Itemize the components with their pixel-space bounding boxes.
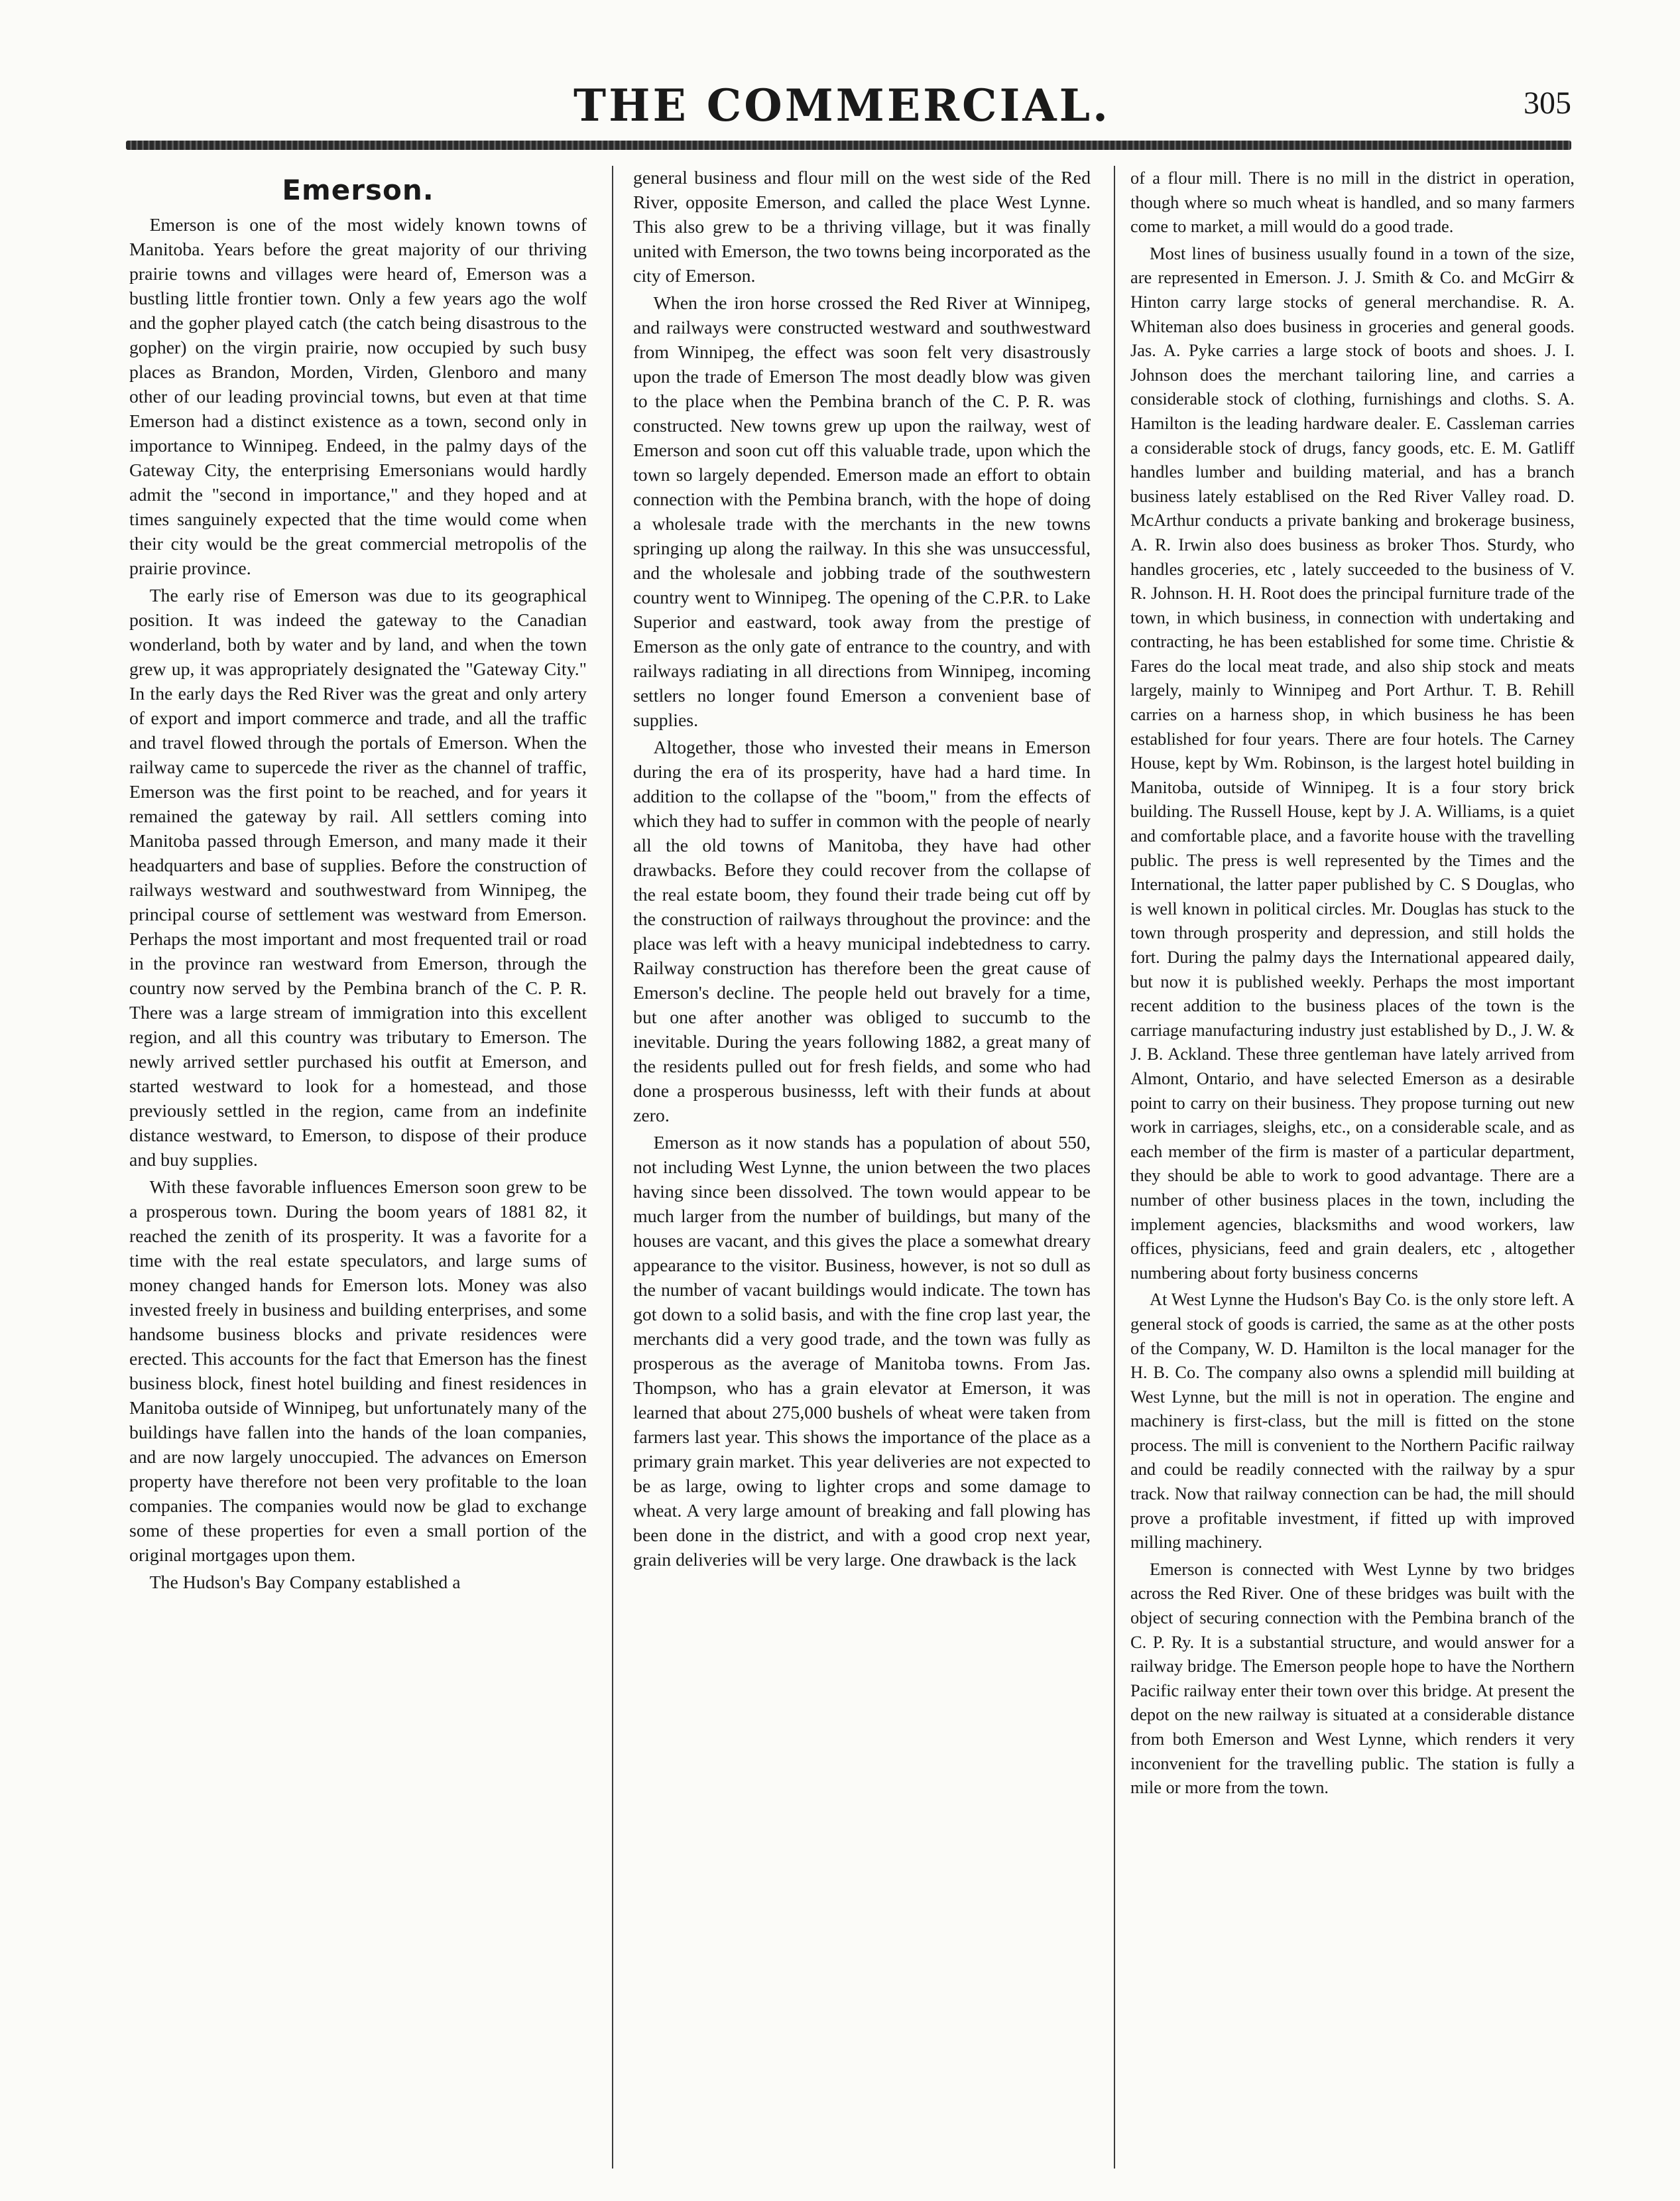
- column-1: [129, 166, 587, 1595]
- paragraph: When the iron horse crossed the Red River at Winnipeg, and railways were constructed westward and southwestward from Winnipeg, the effect was soon felt very disastrously upon the trade of Emerson The most deadly blow was given to the place when the Pembina branch of the C. P. R. was constructed. New towns grew up upon the railway, west of Emerson and soon cut off this valuable trade, upon which the town so largely depended. Emerson made an effort to obtain connection with the Pembina branch, with the hope of doing a wholesale trade with the merchants in the new towns springing up along the railway. In this she was unsuccessful, and the wholesale and jobbing trade of the southwestern country went to Winnipeg. The opening of the C.P.R. to Lake Superior and eastward, took away from the prestige of Emerson as the only gate of entrance to the country, and with railways radiating in all directions from Winnipeg, incoming settlers no longer found Emerson a convenient base of supplies.: [633, 293, 1091, 731]
- column-divider: [1114, 166, 1115, 2169]
- column-2: [633, 166, 1091, 1572]
- paragraph: general business and flour mill on the west side of the Red River, opposite Emerson, and called the place West Lynne. This also grew to be a thriving village, but it was finally united with Emerson, the two towns being incorporated as the city of Emerson.: [633, 168, 1091, 286]
- paragraph: Most lines of business usually found in a town of the size, are represented in Emerson. J. J. Smith & Co. and McGirr & Hinton carry large stocks of general merchandise. R. A. Whiteman also does business in groceries and general goods. Jas. A. Pyke carries a large stock of boots and shoes. J. I. Johnson does the merchant tailoring line, and carries a considerable stock of clothing, furnishings and cloths. S. A. Hamilton is the leading hardware dealer. E. Cassleman carries a considerable stock of drugs, fancy goods, etc. E. M. Gatliff handles lumber and building material, and has a branch business lately establised on the Red River Valley road. D. McArthur conducts a private banking and brokerage business, A. R. Irwin also does business as broker Thos. Sturdy, who handles groceries, etc , lately succeeded to the business of V. R. Johnson. H. H. Root does the principal furniture trade of the town, in which business, in connection with undertaking and contracting, he has been established for some time. Christie & Fares do the local meat trade, and also ship stock and meats largely, mainly to Winnipeg and Port Arthur. T. B. Rehill carries on a harness shop, in which business he has been established for four years. There are four hotels. The Carney House, kept by Wm. Robinson, is the largest hotel building in Manitoba, outside of Winnipeg. It is a four story brick building. The Russell House, kept by J. A. Williams, is a quiet and comfortable place, and a favorite house with the travelling public. The press is well represented by the Times and the International, the latter paper published by C. S Douglas, who is well known in political circles. Mr. Douglas has stuck to the town through prosperity and depression, and still holds the fort. During the palmy days the International appeared daily, but now it is published weekly. Perhaps the most important recent addition to the business places of the town is the carriage manufacturing industry just established by D., J. W. & J. B. Ackland. These three gentleman have lately arrived from Almont, Ontario, and have selected Emerson as a desirable point to carry on their business. They propose turning out new work in carriages, sleighs, etc., on a considerable scale, and as each member of the firm is master of a particular department, they should be able to work to good advantage. There are a number of other business places in the town, including the implement agencies, blacksmiths and wood workers, law offices, physicians, feed and grain dealers, etc , altogether numbering about forty business concerns: [1130, 243, 1575, 1283]
- article-title: Emerson.: [282, 174, 434, 206]
- column-divider: [612, 166, 613, 2169]
- column-3: [1130, 166, 1575, 1800]
- paragraph: With these favorable influences Emerson soon grew to be a prosperous town. During the boom years of 1881 82, it reached the zenith of its prosperity. It was a favorite for a time with the real estate speculators, and large sums of money changed hands for Emerson lots. Money was also invested freely in business and building enterprises, and some handsome business blocks and private residences were erected. This accounts for the fact that Emerson has the finest business block, finest hotel building and finest residences in Manitoba outside of Winnipeg, but unfortunately many of the buildings have fallen into the hands of the loan companies, and are now largely unoccupied. The advances on Emerson property have therefore not been very profitable to the loan companies. The companies would now be glad to exchange some of these properties for even a small portion of the original mortgages upon them.: [129, 1177, 587, 1566]
- page-number: 305: [1524, 86, 1571, 121]
- newspaper-title: THE COMMERCIAL.: [573, 80, 1111, 131]
- paragraph: Emerson is one of the most widely known towns of Manitoba. Years before the great majority of our thriving prairie towns and villages were heard of, Emerson was a bustling little frontier town. Only a few years ago the wolf and the gopher played catch (the catch being disastrous to the gopher) on the virgin prairie, now occupied by such busy places as Brandon, Morden, Virden, Glenboro and many other of our leading provincial towns, but even at that time Emerson had a distinct existence as a town, second only in importance to Winnipeg. Endeed, in the palmy days of the Gateway City, the enterprising Emersonians would hardly admit the "second in importance," and they hoped and at times sanguinely expected that the time would come when their city would be the great commercial metropolis of the prairie province.: [129, 215, 587, 579]
- paragraph: Emerson as it now stands has a population of about 550, not including West Lynne, the union between the two places having since been dissolved. The town would appear to be much larger from the number of buildings, but many of the houses are vacant, and this gives the place a somewhat dreary appearance to the visitor. Business, however, is not so dull as the number of vacant buildings would indicate. The town has got down to a solid basis, and with the fine crop last year, the merchants did a very good trade, and the town was fully as prosperous as the average of Manitoba towns. From Jas. Thompson, who has a grain elevator at Emerson, it was learned that about 275,000 bushels of wheat were taken from farmers last year. This shows the importance of the place as a primary grain market. This year deliveries are not expected to be as large, owing to lighter crops and some damage to wheat. A very large amount of breaking and fall plowing has been done in the district, and with a good crop next year, grain deliveries will be very large. One drawback is the lack: [633, 1133, 1091, 1570]
- paragraph: Altogether, those who invested their means in Emerson during the era of its prosperity, have had a hard time. In addition to the collapse of the "boom," from the effects of which they had to suffer in common with the people of nearly all the old towns of Manitoba, they have had other drawbacks. Before they could recover from the collapse of the real estate boom, they found their trade being cut off by the construction of railways throughout the province: and the place was left with a heavy municipal indebtedness to carry. Railway construction has therefore been the great cause of Emerson's decline. The people held out bravely for a time, but one after another was obliged to succumb to the inevitable. During the years following 1882, a great many of the residents pulled out for fresh fields, and some who had done a prosperous businesss, left with their funds at about zero.: [633, 737, 1091, 1126]
- paragraph: The early rise of Emerson was due to its geographical position. It was indeed the gateway to the Canadian wonderland, both by water and by land, and when the town grew up, it was appropriately designated the "Gateway City." In the early days the Red River was the great and only artery of export and import commerce and trade, and all the traffic and travel flowed through the portals of Emerson. When the railway came to supercede the river as the channel of traffic, Emerson was the first point to be reached, and for years it remained the gateway by rail. All settlers coming into Manitoba passed through Emerson, and many made it their headquarters and base of supplies. Before the construction of railways westward and southwestward from Winnipeg, the principal course of settlement was westward from Emerson. Perhaps the most important and most frequented trail or road in the province ran westward from Emerson, through the country now served by the Pembina branch of the C. P. R. There was a large stream of immigration into this excellent region, and all this country was tributary to Emerson. The newly arrived settler purchased his outfit at Emerson, and started westward to look for a homestead, and those previously settled in the region, came from an indefinite distance westward, to Emerson, to dispose of their produce and buy supplies.: [129, 586, 587, 1170]
- paragraph: of a flour mill. There is no mill in the district in operation, though where so much wheat is handled, and so many farmers come to market, a mill would do a good trade.: [1130, 168, 1575, 237]
- paragraph: Emerson is connected with West Lynne by two bridges across the Red River. One of these bridges was built with the object of securing connection with the Pembina branch of the C. P. Ry. It is a substantial structure, and would answer for a railway bridge. The Emerson people hope to have the Northern Pacific railway enter their town over this bridge. At present the depot on the new railway is situated at a considerable distance from both Emerson and West Lynne, which renders it very inconvenient for the travelling public. The station is fully a mile or more from the town.: [1130, 1558, 1575, 1798]
- paragraph: The Hudson's Bay Company established a: [149, 1572, 461, 1593]
- header-rule: [126, 141, 1571, 150]
- masthead: [113, 80, 1571, 133]
- paragraph: At West Lynne the Hudson's Bay Co. is the only store left. A general stock of goods is carried, the same as at the other posts of the Company, W. D. Hamilton is the local manager for the H. B. Co. The company also owns a splendid mill building at West Lynne, but the mill is not in operation. The engine and machinery is first-class, but the mill is fitted on the stone process. The mill is convenient to the Northern Pacific railway and could be readily connected with the railway by a spur track. Now that railway connection can be had, the mill should prove a profitable investment, if fitted up with improved milling machinery.: [1130, 1289, 1575, 1552]
